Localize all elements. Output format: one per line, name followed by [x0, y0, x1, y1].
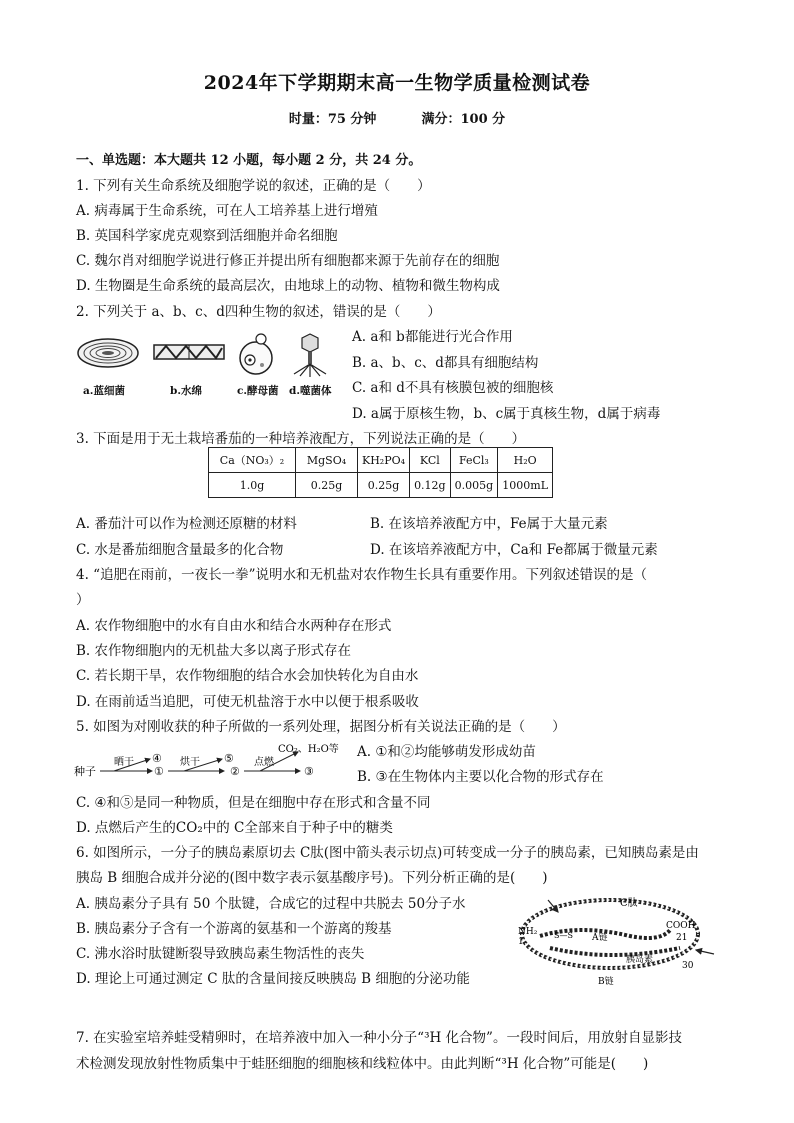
- phage-illustration: [294, 334, 326, 377]
- q1-option-a: A. 病毒属于生命系统，可在人工培养基上进行增殖: [76, 203, 378, 219]
- q2-caption-c: c.酵母菌: [237, 385, 279, 397]
- residue-21-label: 21: [676, 933, 688, 943]
- q2-option-b: B. a、b、c、d都具有细胞结构: [352, 355, 539, 371]
- q4-option-c: C. 若长期干旱，农作物细胞的结合水会加快转化为自由水: [76, 668, 419, 684]
- diagram-product-2: ②: [230, 765, 240, 778]
- diagram-product-3: ③: [304, 765, 314, 778]
- q6-option-a: A. 胰岛素分子具有 50 个肽键，合成它的过程中共脱去 50分子水: [76, 896, 466, 912]
- q6-stem: 6. 如图所示，一分子的胰岛素原切去 C肽(图中箭头表示切点)可转变成一分子的胰岛素，已知胰岛素是由: [76, 845, 699, 861]
- spirogyra-illustration: [154, 345, 224, 359]
- q4-stem: 4. “追肥在雨前，一夜长一拳”说明水和无机盐对农作物生长具有重要作用。下列叙述错误的是（: [76, 567, 647, 583]
- q1-option-d: D. 生物圈是生命系统的最高层次，由地球上的动物、植物和微生物构成: [76, 278, 500, 294]
- q2-caption-b: b.水绵: [170, 385, 202, 397]
- q5-option-c: C. ④和⑤是同一种物质，但是在细胞中存在形式和含量不同: [76, 795, 431, 811]
- yeast-illustration: [240, 334, 272, 374]
- table-cell: 0.12g: [410, 473, 451, 498]
- q3-stem: 3. 下面是用于无土栽培番茄的一种培养液配方，下列说法正确的是（ ）: [76, 431, 526, 447]
- q6-option-c: C. 沸水浴时肽键断裂导致胰岛素生物活性的丧失: [76, 946, 365, 962]
- diagram-product-5: ⑤: [224, 752, 234, 765]
- q2-option-a: A. a和 b都能进行光合作用: [352, 329, 513, 345]
- table-header-cell: Ca（NO₃）₂: [209, 448, 296, 473]
- q1-option-c: C. 魏尔肖对细胞学说进行修正并提出所有细胞都来源于先前存在的细胞: [76, 253, 500, 269]
- section-heading: 一、单选题：本大题共 12 小题，每小题 2 分，共 24 分。: [76, 153, 422, 168]
- q4-stem-end: ）: [76, 592, 90, 608]
- q3-option-a: A. 番茄汁可以作为检测还原糖的材料: [76, 516, 297, 532]
- diagram-product-4: ④: [152, 752, 162, 765]
- diagram-product-1: ①: [154, 765, 164, 778]
- insulin-label: 胰岛素: [626, 955, 654, 965]
- q6-option-d: D. 理论上可通过测定 C 肽的含量间接反映胰岛 B 细胞的分泌功能: [76, 971, 470, 987]
- q1-stem: 1. 下列有关生命系统及细胞学说的叙述，正确的是（ ）: [76, 178, 431, 194]
- diagram-sun-dry-label: 晒干: [114, 757, 134, 768]
- table-header-cell: H₂O: [498, 448, 553, 473]
- q4-option-a: A. 农作物细胞中的水有自由水和结合水两种存在形式: [76, 618, 392, 634]
- nutrient-solution-table: [208, 447, 553, 498]
- q5-option-b: B. ③在生物体内主要以化合物的形式存在: [357, 769, 604, 785]
- table-header-cell: MgSO₄: [296, 448, 358, 473]
- q2-stem: 2. 下列关于 a、b、c、d四种生物的叙述，错误的是（ ）: [76, 304, 441, 320]
- q5-stem: 5. 如图为对刚收获的种子所做的一系列处理，据图分析有关说法正确的是（ ）: [76, 719, 566, 735]
- diagram-gas-label: CO₂、H₂O等: [278, 744, 339, 755]
- residue-30-label: 30: [682, 961, 694, 971]
- diagram-oven-dry-label: 烘干: [180, 757, 200, 768]
- seed-processing-diagram: [74, 740, 354, 782]
- q2-caption-a: a.蓝细菌: [83, 385, 125, 397]
- diagram-ignite-label: 点燃: [254, 757, 274, 768]
- table-cell: 0.25g: [296, 473, 358, 498]
- q7-stem: 7. 在实验室培养蛙受精卵时，在培养液中加入一种小分子“³H 化合物”。一段时间后，用放射自显影技: [76, 1030, 682, 1046]
- exam-title: 2024年下学期期末高一生物学质量检测试卷: [203, 72, 591, 94]
- table-header-cell: FeCl₃: [450, 448, 498, 473]
- cooh-label: COOH: [666, 921, 696, 931]
- proinsulin-diagram: [510, 888, 725, 993]
- q4-option-d: D. 在雨前适当追肥，可使无机盐溶于水中以便于根系吸收: [76, 694, 419, 710]
- exam-time: 时量：75 分钟: [288, 112, 377, 127]
- q6-stem-cont: 胰岛 B 细胞合成并分泌的(图中数字表示氨基酸序号)。下列分析正确的是( ): [76, 870, 548, 886]
- table-header-row: [209, 448, 553, 473]
- q2-caption-d: d.噬菌体: [289, 385, 332, 397]
- q2-option-c: C. a和 d不具有核膜包被的细胞核: [352, 380, 554, 396]
- table-cell: 1.0g: [209, 473, 296, 498]
- b-chain-label: B链: [598, 977, 614, 987]
- q3-option-c: C. 水是番茄细胞含量最多的化合物: [76, 542, 284, 558]
- table-row: [209, 473, 553, 498]
- c-peptide-label: C肽: [620, 898, 638, 909]
- exam-score: 满分：100 分: [421, 112, 506, 127]
- a-chain-label: A链: [592, 933, 608, 943]
- q2-option-d: D. a属于原核生物，b、c属于真核生物，d属于病毒: [352, 406, 661, 422]
- q3-option-b: B. 在该培养液配方中，Fe属于大量元素: [370, 516, 608, 532]
- cyanobacteria-illustration: [78, 339, 138, 367]
- table-header-cell: KH₂PO₄: [358, 448, 410, 473]
- nh2-label: NH₂: [518, 927, 538, 937]
- disulfide-label: S—S: [554, 931, 573, 940]
- q4-option-b: B. 农作物细胞内的无机盐大多以离子形式存在: [76, 643, 352, 659]
- q5-option-a: A. ①和②均能够萌发形成幼苗: [357, 744, 536, 760]
- diagram-seed-label: 种子: [74, 765, 96, 778]
- table-cell: 1000mL: [498, 473, 553, 498]
- table-cell: 0.25g: [358, 473, 410, 498]
- q2-organisms-figure: [74, 328, 346, 380]
- table-cell: 0.005g: [450, 473, 498, 498]
- residue-1-label: 1: [518, 937, 524, 947]
- q6-option-b: B. 胰岛素分子含有一个游离的氨基和一个游离的羧基: [76, 921, 392, 937]
- q3-option-d: D. 在该培养液配方中，Ca和 Fe都属于微量元素: [370, 542, 658, 558]
- q7-stem-cont: 术检测发现放射性物质集中于蛙胚细胞的细胞核和线粒体中。由此判断“³H 化合物”可能是( ): [76, 1056, 649, 1072]
- q5-option-d: D. 点燃后产生的CO₂中的 C全部来自于种子中的糖类: [76, 820, 393, 836]
- exam-info: [0, 108, 794, 127]
- q1-option-b: B. 英国科学家虎克观察到活细胞并命名细胞: [76, 228, 338, 244]
- table-header-cell: KCl: [410, 448, 451, 473]
